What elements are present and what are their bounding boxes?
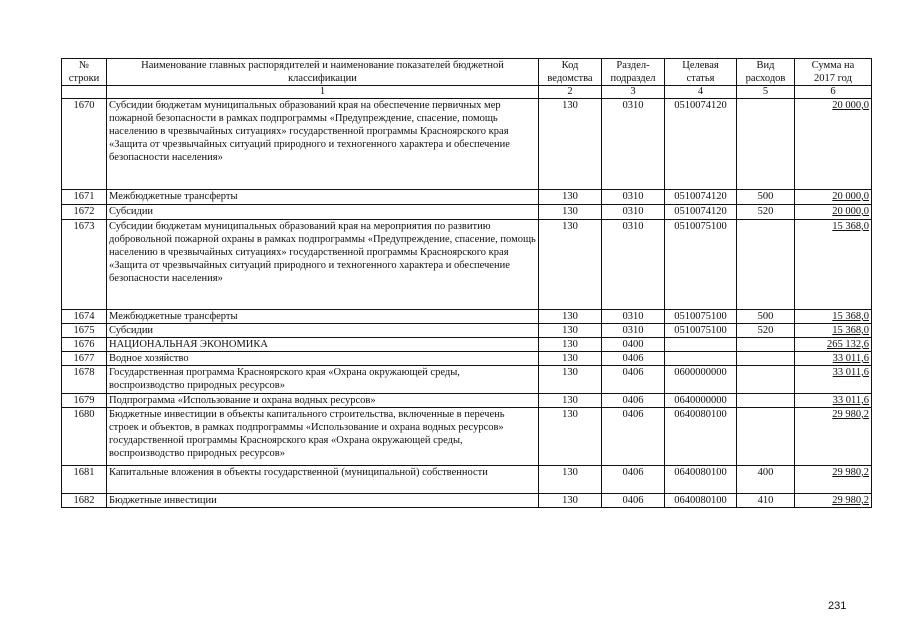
row-section: 0406 bbox=[602, 466, 665, 494]
row-target: 0510074120 bbox=[665, 99, 737, 190]
row-sum bbox=[795, 310, 872, 324]
row-expense-kind: 500 bbox=[737, 190, 795, 205]
row-target: 0640000000 bbox=[665, 394, 737, 408]
row-sum-value: 15 368,0 bbox=[832, 311, 869, 322]
row-sum-value: 20 000,0 bbox=[832, 191, 869, 202]
header-target-line2: статья bbox=[686, 73, 715, 84]
row-target: 0510075100 bbox=[665, 220, 737, 310]
row-section: 0310 bbox=[602, 190, 665, 205]
row-dept-code: 130 bbox=[539, 352, 602, 366]
row-sum-value: 20 000,0 bbox=[832, 100, 869, 111]
column-index-empty bbox=[62, 86, 107, 99]
row-name: Субсидии бюджетам муниципальных образований края на обеспечение первичных мер пожарной безопасности в рамках подпрограммы «Предупреждение, спасение, помощь населению в чрезвычайных ситуациях» государственной программы Красноярского края «Защита от чрезвычайных ситуаций природного и техногенного характера и обеспечение безопасности населения» bbox=[107, 99, 539, 190]
row-expense-kind: 520 bbox=[737, 324, 795, 338]
column-index-row bbox=[62, 86, 872, 99]
page-number: 231 bbox=[828, 600, 847, 612]
row-dept-code: 130 bbox=[539, 190, 602, 205]
row-target: 0640080100 bbox=[665, 466, 737, 494]
row-sum bbox=[795, 205, 872, 220]
table-row bbox=[62, 338, 872, 352]
row-sum bbox=[795, 99, 872, 190]
row-expense-kind: 500 bbox=[737, 310, 795, 324]
row-name: Капитальные вложения в объекты государственной (муниципальной) собственности bbox=[107, 466, 539, 494]
row-target: 0510075100 bbox=[665, 324, 737, 338]
table-row bbox=[62, 190, 872, 205]
row-expense-kind bbox=[737, 352, 795, 366]
row-target: 0600000000 bbox=[665, 366, 737, 394]
row-sum-value: 15 368,0 bbox=[832, 221, 869, 232]
row-target: 0640080100 bbox=[665, 408, 737, 466]
column-index-cell: 1 bbox=[107, 86, 539, 99]
row-name: Межбюджетные трансферты bbox=[107, 310, 539, 324]
table-row bbox=[62, 99, 872, 190]
row-number: 1680 bbox=[62, 408, 107, 466]
row-number: 1682 bbox=[62, 494, 107, 508]
row-expense-kind bbox=[737, 220, 795, 310]
row-section: 0406 bbox=[602, 394, 665, 408]
row-number: 1670 bbox=[62, 99, 107, 190]
header-dept-code-line1: Код bbox=[561, 60, 579, 71]
row-sum bbox=[795, 366, 872, 394]
header-target bbox=[665, 59, 737, 86]
row-name: Бюджетные инвестиции в объекты капитального строительства, включенные в перечень строек и объектов, в рамках подпрограммы «Использование и охрана водных ресурсов» государственной программы Красноярского края «Охрана окружающей среды, воспроизводство природных ресурсов» bbox=[107, 408, 539, 466]
header-expense-kind-line1: Вид bbox=[756, 60, 775, 71]
header-sum bbox=[795, 59, 872, 86]
header-expense-kind bbox=[737, 59, 795, 86]
header-target-line1: Целевая bbox=[682, 60, 719, 71]
row-number: 1677 bbox=[62, 352, 107, 366]
budget-table bbox=[61, 58, 872, 508]
column-index-cell: 2 bbox=[539, 86, 602, 99]
row-sum bbox=[795, 494, 872, 508]
row-section: 0310 bbox=[602, 205, 665, 220]
row-sum-value: 265 132,6 bbox=[827, 339, 869, 350]
row-sum bbox=[795, 394, 872, 408]
row-section: 0406 bbox=[602, 352, 665, 366]
row-sum bbox=[795, 466, 872, 494]
row-dept-code: 130 bbox=[539, 408, 602, 466]
table-row bbox=[62, 408, 872, 466]
row-expense-kind bbox=[737, 338, 795, 352]
row-expense-kind: 410 bbox=[737, 494, 795, 508]
header-row-number-line1: № bbox=[78, 60, 90, 71]
row-dept-code: 130 bbox=[539, 466, 602, 494]
row-sum bbox=[795, 190, 872, 205]
header-section-line2: подраздел bbox=[610, 73, 656, 84]
header-sum-line2: 2017 год bbox=[814, 73, 852, 84]
row-target: 0510075100 bbox=[665, 310, 737, 324]
row-number: 1679 bbox=[62, 394, 107, 408]
row-name: Межбюджетные трансферты bbox=[107, 190, 539, 205]
row-number: 1671 bbox=[62, 190, 107, 205]
header-expense-kind-line2: расходов bbox=[745, 73, 786, 84]
header-dept-code-line2: ведомства bbox=[547, 73, 593, 84]
row-number: 1676 bbox=[62, 338, 107, 352]
row-sum bbox=[795, 324, 872, 338]
header-dept-code bbox=[539, 59, 602, 86]
row-expense-kind: 400 bbox=[737, 466, 795, 494]
header-section bbox=[602, 59, 665, 86]
row-sum-value: 29 980,2 bbox=[832, 495, 869, 506]
row-number: 1674 bbox=[62, 310, 107, 324]
row-name: НАЦИОНАЛЬНАЯ ЭКОНОМИКА bbox=[107, 338, 539, 352]
row-dept-code: 130 bbox=[539, 494, 602, 508]
row-name: Субсидии bbox=[107, 324, 539, 338]
header-name-line1: Наименование главных распорядителей и наименование показателей бюджетной bbox=[141, 60, 504, 71]
table-row bbox=[62, 366, 872, 394]
column-index-cell: 6 bbox=[795, 86, 872, 99]
row-expense-kind: 520 bbox=[737, 205, 795, 220]
row-name: Субсидии бюджетам муниципальных образований края на мероприятия по развитию добровольной пожарной охраны в рамках подпрограммы «Предупреждение, спасение, помощь населению в чрезвычайных ситуациях» государственной программы Красноярского края «Защита от чрезвычайных ситуаций природного и техногенного характера и обеспечение безопасности населения» bbox=[107, 220, 539, 310]
header-name bbox=[107, 59, 539, 86]
row-number: 1675 bbox=[62, 324, 107, 338]
table-row bbox=[62, 352, 872, 366]
table-row bbox=[62, 394, 872, 408]
row-expense-kind bbox=[737, 408, 795, 466]
column-index-cell: 5 bbox=[737, 86, 795, 99]
header-row-number-line2: строки bbox=[68, 73, 100, 84]
row-section: 0310 bbox=[602, 220, 665, 310]
row-name: Государственная программа Красноярского края «Охрана окружающей среды, воспроизводство природных ресурсов» bbox=[107, 366, 539, 394]
row-target: 0510074120 bbox=[665, 190, 737, 205]
header-name-line2: классификации bbox=[288, 73, 357, 84]
row-sum-value: 29 980,2 bbox=[832, 467, 869, 478]
header-sum-line1: Сумма на bbox=[811, 60, 855, 71]
row-sum-value: 33 011,6 bbox=[832, 353, 869, 364]
row-name: Водное хозяйство bbox=[107, 352, 539, 366]
row-expense-kind bbox=[737, 99, 795, 190]
row-expense-kind bbox=[737, 366, 795, 394]
header-section-line1: Раздел- bbox=[616, 60, 650, 71]
row-section: 0406 bbox=[602, 408, 665, 466]
table-row bbox=[62, 205, 872, 220]
row-sum-value: 15 368,0 bbox=[832, 325, 869, 336]
row-section: 0406 bbox=[602, 494, 665, 508]
row-section: 0400 bbox=[602, 338, 665, 352]
table-row bbox=[62, 220, 872, 310]
row-sum bbox=[795, 352, 872, 366]
row-target bbox=[665, 352, 737, 366]
table-row bbox=[62, 466, 872, 494]
row-dept-code: 130 bbox=[539, 99, 602, 190]
row-section: 0310 bbox=[602, 310, 665, 324]
row-number: 1678 bbox=[62, 366, 107, 394]
row-dept-code: 130 bbox=[539, 366, 602, 394]
row-section: 0310 bbox=[602, 324, 665, 338]
row-sum bbox=[795, 220, 872, 310]
column-index-cell: 3 bbox=[602, 86, 665, 99]
row-target: 0640080100 bbox=[665, 494, 737, 508]
row-sum-value: 20 000,0 bbox=[832, 206, 869, 217]
row-sum-value: 33 011,6 bbox=[832, 367, 869, 378]
row-number: 1681 bbox=[62, 466, 107, 494]
table-row bbox=[62, 324, 872, 338]
row-sum-value: 29 980,2 bbox=[832, 409, 869, 420]
row-dept-code: 130 bbox=[539, 205, 602, 220]
column-index-cell: 4 bbox=[665, 86, 737, 99]
row-dept-code: 130 bbox=[539, 394, 602, 408]
row-dept-code: 130 bbox=[539, 220, 602, 310]
row-section: 0310 bbox=[602, 99, 665, 190]
row-sum-value: 33 011,6 bbox=[832, 395, 869, 406]
row-number: 1672 bbox=[62, 205, 107, 220]
row-name: Субсидии bbox=[107, 205, 539, 220]
row-name: Подпрограмма «Использование и охрана водных ресурсов» bbox=[107, 394, 539, 408]
row-name: Бюджетные инвестиции bbox=[107, 494, 539, 508]
row-sum bbox=[795, 338, 872, 352]
table-row bbox=[62, 310, 872, 324]
row-dept-code: 130 bbox=[539, 338, 602, 352]
row-dept-code: 130 bbox=[539, 324, 602, 338]
table-row bbox=[62, 494, 872, 508]
row-dept-code: 130 bbox=[539, 310, 602, 324]
row-section: 0406 bbox=[602, 366, 665, 394]
row-target bbox=[665, 338, 737, 352]
row-expense-kind bbox=[737, 394, 795, 408]
header-row bbox=[62, 59, 872, 86]
row-target: 0510074120 bbox=[665, 205, 737, 220]
header-row-number bbox=[62, 59, 107, 86]
row-sum bbox=[795, 408, 872, 466]
row-number: 1673 bbox=[62, 220, 107, 310]
